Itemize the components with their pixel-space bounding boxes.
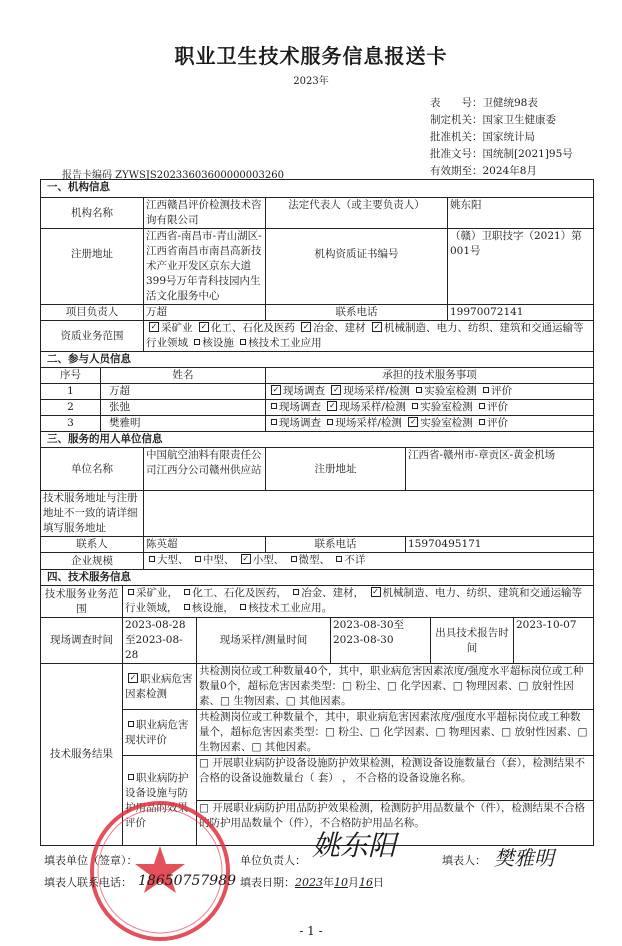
label: 项目负责人 bbox=[41, 305, 144, 321]
checkbox-label: 大型、 bbox=[157, 554, 189, 566]
checkbox-item bbox=[181, 587, 290, 599]
client-phone: 15970495171 bbox=[406, 537, 594, 553]
filler-phone: 18650757989 bbox=[138, 873, 236, 889]
checkbox-label: 化工、石化及医药 bbox=[210, 322, 295, 334]
checkbox-item bbox=[125, 587, 181, 599]
staff-table bbox=[40, 351, 594, 432]
checkbox-item bbox=[191, 337, 237, 349]
date-label-text: 填表日期： bbox=[240, 876, 295, 889]
checkbox-label: 职业病危害因素检测 bbox=[125, 672, 193, 700]
unchecked-box-icon bbox=[479, 419, 485, 425]
checkbox-item bbox=[290, 587, 367, 599]
checkbox-item bbox=[146, 554, 192, 566]
label: 联系电话 bbox=[266, 305, 448, 321]
result-check bbox=[125, 719, 189, 746]
form-meta bbox=[430, 95, 573, 180]
meta-line: 表 号：卫健统98表 bbox=[430, 97, 538, 109]
table-row bbox=[41, 416, 594, 432]
checkbox-label: 冶金、建材 bbox=[313, 322, 366, 334]
label: 法定代表人（或主要负责人） bbox=[266, 198, 448, 229]
checkbox-label: 小型、 bbox=[252, 554, 285, 566]
label: 注册地址 bbox=[266, 448, 406, 491]
checkbox-item bbox=[333, 554, 365, 566]
unchecked-box-icon bbox=[128, 774, 134, 780]
unchecked-box-icon bbox=[184, 604, 190, 610]
unchecked-box-icon bbox=[412, 403, 418, 409]
result-check bbox=[125, 673, 193, 700]
org-address: 江西省-南昌市-青山湖区-江西省南昌市南昌高新技术产业开发区京东大道399号万年青科技园内生活文化服务中心 bbox=[144, 229, 266, 305]
checked-box-icon: ✓ bbox=[242, 554, 250, 563]
unchecked-box-icon bbox=[128, 721, 134, 727]
result-text: □ 开展职业病防护设备设施防护效果检测，检测设备设施数量台（套），检测结果不合格的设备设施数量台（ 套） ， 不合格的设备设施名称。 bbox=[197, 756, 594, 801]
unchecked-box-icon bbox=[293, 589, 299, 595]
checkbox-label: 不详 bbox=[344, 554, 366, 566]
unchecked-box-icon bbox=[291, 556, 297, 562]
page-title: 职业卫生技术服务信息报送卡 bbox=[174, 44, 448, 68]
label: 现场采样/测量时间 bbox=[197, 618, 331, 664]
result-text: 共检测岗位或工种数量个，其中，职业病危害因素浓度/强度水平超标岗位或工种数量个，超标危害因素类型：□ 粉尘、□ 化学因素、□ 物理因素、□ 放射性因素、□ 生物因素、□ 其他因素。 bbox=[197, 710, 594, 756]
checkbox-label: 现场采样/检测 bbox=[335, 417, 402, 429]
col-header: 序号 bbox=[41, 368, 101, 384]
service-items bbox=[266, 400, 594, 416]
unchecked-box-icon bbox=[271, 419, 277, 425]
year: 2023年 bbox=[293, 76, 329, 87]
staff-name: 樊雅明 bbox=[101, 416, 266, 432]
row-no: 3 bbox=[41, 416, 101, 432]
checked-box-icon: ✓ bbox=[372, 587, 379, 596]
checked-box-icon: ✓ bbox=[272, 385, 280, 394]
meta-line: 批准机关：国家统计局 bbox=[430, 131, 535, 143]
form-footer bbox=[0, 829, 622, 946]
checkbox-label: 中型、 bbox=[202, 554, 235, 566]
checked-box-icon: ✓ bbox=[200, 322, 208, 331]
checkbox-label: 核技术工业应用。 bbox=[248, 602, 333, 614]
page-number: - 1 - bbox=[299, 924, 323, 938]
unchecked-box-icon bbox=[327, 419, 333, 425]
checkbox-item bbox=[125, 673, 193, 700]
col-header: 承担的技术服务事项 bbox=[266, 368, 594, 384]
checked-box-icon: ✓ bbox=[129, 672, 137, 682]
checkbox-label: 现场调查 bbox=[279, 401, 321, 413]
label: 联系电话 bbox=[266, 537, 406, 553]
label: 技术服务结果 bbox=[41, 664, 123, 846]
date-label bbox=[240, 874, 384, 890]
org-info-table bbox=[40, 179, 594, 352]
checkbox-label: 现场采样/检测 bbox=[343, 385, 410, 397]
checkbox-item bbox=[192, 554, 238, 566]
checkbox-item bbox=[324, 417, 405, 429]
checkbox-label: 冶金、建材， bbox=[301, 587, 365, 599]
label: 机构资质证书编号 bbox=[266, 229, 448, 305]
org-phone: 19970072141 bbox=[448, 305, 594, 321]
unchecked-box-icon bbox=[483, 387, 489, 393]
checkbox-label: 机械制造、电力、纺织、建筑和交通运输等行业领域 bbox=[146, 322, 584, 349]
size-checklist bbox=[144, 553, 594, 570]
label: 资质业务范围 bbox=[41, 321, 144, 352]
checkbox-item bbox=[268, 385, 328, 397]
unchecked-box-icon bbox=[149, 556, 155, 562]
client-name: 中国航空油料有限责任公司江西分公司赣州供应站 bbox=[144, 448, 266, 491]
service-items bbox=[266, 416, 594, 432]
checkbox-label: 职业病防护设备设施与防护用品的效果评价 bbox=[125, 771, 189, 829]
checkbox-item bbox=[237, 602, 332, 614]
date-year: 2023 bbox=[295, 876, 323, 889]
checked-box-icon: ✓ bbox=[373, 322, 381, 331]
checkbox-item bbox=[405, 417, 476, 429]
client-table bbox=[40, 431, 594, 570]
cert-number: （赣）卫职技字（2021）第001号 bbox=[448, 229, 594, 305]
section-heading: 二、参与人员信息 bbox=[41, 352, 594, 368]
result-type bbox=[123, 664, 197, 710]
checkbox-label: 微型、 bbox=[298, 554, 331, 566]
label: 现场调查时间 bbox=[41, 618, 123, 664]
checkbox-item bbox=[288, 554, 334, 566]
checkbox-label: 采矿业 bbox=[161, 322, 193, 334]
staff-name: 张弛 bbox=[101, 400, 266, 416]
checked-box-icon: ✓ bbox=[150, 322, 158, 331]
section-heading: 一、机构信息 bbox=[41, 180, 594, 198]
day-char: 日 bbox=[373, 876, 384, 889]
year-char: 年 bbox=[323, 876, 334, 889]
checkbox-item bbox=[125, 719, 189, 746]
report-code: 报告卡编码 ZYWSJS20233603600000003260 bbox=[62, 170, 284, 181]
result-type bbox=[123, 710, 197, 756]
unchecked-box-icon bbox=[336, 556, 342, 562]
result-text: □ 开展职业病防护用品防护效果检测，检测防护用品数量个（件），检测结果不合格的防护用品数量个（件），不合格防护用品名称。 bbox=[197, 801, 594, 846]
label: 联系人 bbox=[41, 537, 144, 553]
meta-line: 有效期至：2024年8月 bbox=[430, 165, 537, 177]
checkbox-label: 实验室检测 bbox=[420, 401, 473, 413]
label: 机构名称 bbox=[41, 198, 144, 229]
checkbox-item bbox=[238, 554, 288, 566]
unchecked-box-icon bbox=[128, 589, 134, 595]
meta-line: 制定机关：国家卫生健康委 bbox=[430, 114, 556, 126]
checkbox-label: 实验室检测 bbox=[424, 385, 477, 397]
head-signature: 姚东阳 bbox=[312, 829, 397, 862]
unit-label: 填表单位（签章）： bbox=[44, 854, 138, 867]
checked-box-icon: ✓ bbox=[328, 401, 336, 410]
checkbox-label: 现场调查 bbox=[283, 385, 325, 397]
label: 技术服务地址与注册地址不一致的请详细填写服务地址 bbox=[41, 491, 144, 537]
date-day: 16 bbox=[359, 876, 373, 889]
scope-checklist bbox=[144, 321, 594, 352]
checkbox-item bbox=[324, 401, 409, 413]
checkbox-label: 评价 bbox=[487, 417, 509, 429]
checkbox-item bbox=[196, 322, 298, 334]
meta-line: 批准文号：国统制[2021]95号 bbox=[430, 148, 573, 160]
report-time: 2023-10-07 bbox=[514, 618, 594, 664]
checkbox-item bbox=[476, 401, 508, 413]
checkbox-label: 核设施， bbox=[191, 602, 234, 614]
unchecked-box-icon bbox=[240, 604, 246, 610]
head-label: 单位负责人： bbox=[240, 854, 306, 867]
checkbox-label: 职业病危害现状评价 bbox=[125, 718, 189, 746]
section-heading: 四、技术服务信息 bbox=[41, 570, 594, 586]
label: 企业规模 bbox=[41, 553, 144, 570]
checked-box-icon: ✓ bbox=[409, 417, 417, 426]
checkbox-label: 机械制造、电力、纺织、建筑和交通运输等行业领域， bbox=[125, 587, 583, 614]
checkbox-item bbox=[268, 401, 324, 413]
org-name: 江西赣昌评价检测技术咨询有限公司 bbox=[144, 198, 266, 229]
checkbox-label: 现场采样/检测 bbox=[339, 401, 406, 413]
unchecked-box-icon bbox=[195, 556, 201, 562]
date-month: 10 bbox=[334, 876, 348, 889]
client-address: 江西省-赣州市-章贡区-黄金机场 bbox=[406, 448, 594, 491]
service-address bbox=[144, 491, 594, 537]
checkbox-item bbox=[268, 417, 324, 429]
row-no: 2 bbox=[41, 400, 101, 416]
checkbox-item bbox=[237, 337, 322, 349]
project-manager: 万超 bbox=[144, 305, 266, 321]
filler-signature: 樊雅明 bbox=[494, 846, 554, 870]
unchecked-box-icon bbox=[416, 387, 422, 393]
phone-label: 填表人联系电话： bbox=[44, 876, 132, 889]
unchecked-box-icon bbox=[194, 339, 200, 345]
unchecked-box-icon bbox=[240, 339, 246, 345]
sampling-time: 2023-08-30至2023-08-30 bbox=[331, 618, 431, 664]
checkbox-item bbox=[476, 417, 508, 429]
checkbox-item bbox=[413, 385, 480, 397]
filler-label: 填表人： bbox=[442, 854, 486, 867]
result-text: 共检测岗位或工种数量40个，其中，职业病危害因素浓度/强度水平超标岗位或工种数量0个，超标危害因素类型：□ 粉尘、□ 化学因素、□ 物理因素、□ 放射性因素、□ 生物因素、□ 其他因素。 bbox=[197, 664, 594, 710]
checkbox-item bbox=[328, 385, 413, 397]
unchecked-box-icon bbox=[271, 403, 277, 409]
checkbox-label: 评价 bbox=[487, 401, 509, 413]
checked-box-icon: ✓ bbox=[332, 385, 340, 394]
checkbox-item bbox=[480, 385, 512, 397]
checkbox-item bbox=[298, 322, 369, 334]
label: 出具技术报告时间 bbox=[431, 618, 514, 664]
checkbox-item bbox=[146, 322, 196, 334]
client-contact: 陈英超 bbox=[144, 537, 266, 553]
legal-rep: 姚东阳 bbox=[448, 198, 594, 229]
staff-name: 万超 bbox=[101, 384, 266, 400]
unchecked-box-icon bbox=[184, 589, 190, 595]
service-items bbox=[266, 384, 594, 400]
checkbox-label: 实验室检测 bbox=[420, 417, 473, 429]
service-scope bbox=[123, 586, 594, 618]
section-heading: 三、服务的用人单位信息 bbox=[41, 432, 594, 448]
col-header: 姓名 bbox=[101, 368, 266, 384]
table-row bbox=[41, 384, 594, 400]
checkbox-label: 评价 bbox=[491, 385, 513, 397]
form-body bbox=[40, 180, 593, 946]
row-no: 1 bbox=[41, 384, 101, 400]
checkbox-label: 核技术工业应用 bbox=[248, 337, 322, 349]
label: 单位名称 bbox=[41, 448, 144, 491]
unchecked-box-icon bbox=[479, 403, 485, 409]
checkbox-item bbox=[409, 401, 476, 413]
checkbox-item bbox=[181, 602, 237, 614]
table-row bbox=[41, 400, 594, 416]
checkbox-label: 采矿业， bbox=[136, 587, 178, 599]
label: 技术服务业务范围 bbox=[41, 586, 123, 618]
checkbox-label: 核设施 bbox=[202, 337, 234, 349]
survey-time: 2023-08-28至2023-08-28 bbox=[123, 618, 197, 664]
month-char: 月 bbox=[348, 876, 359, 889]
checked-box-icon: ✓ bbox=[302, 322, 310, 331]
checkbox-label: 化工、石化及医药， bbox=[192, 587, 287, 599]
label: 注册地址 bbox=[41, 229, 144, 305]
checkbox-label: 现场调查 bbox=[279, 417, 321, 429]
